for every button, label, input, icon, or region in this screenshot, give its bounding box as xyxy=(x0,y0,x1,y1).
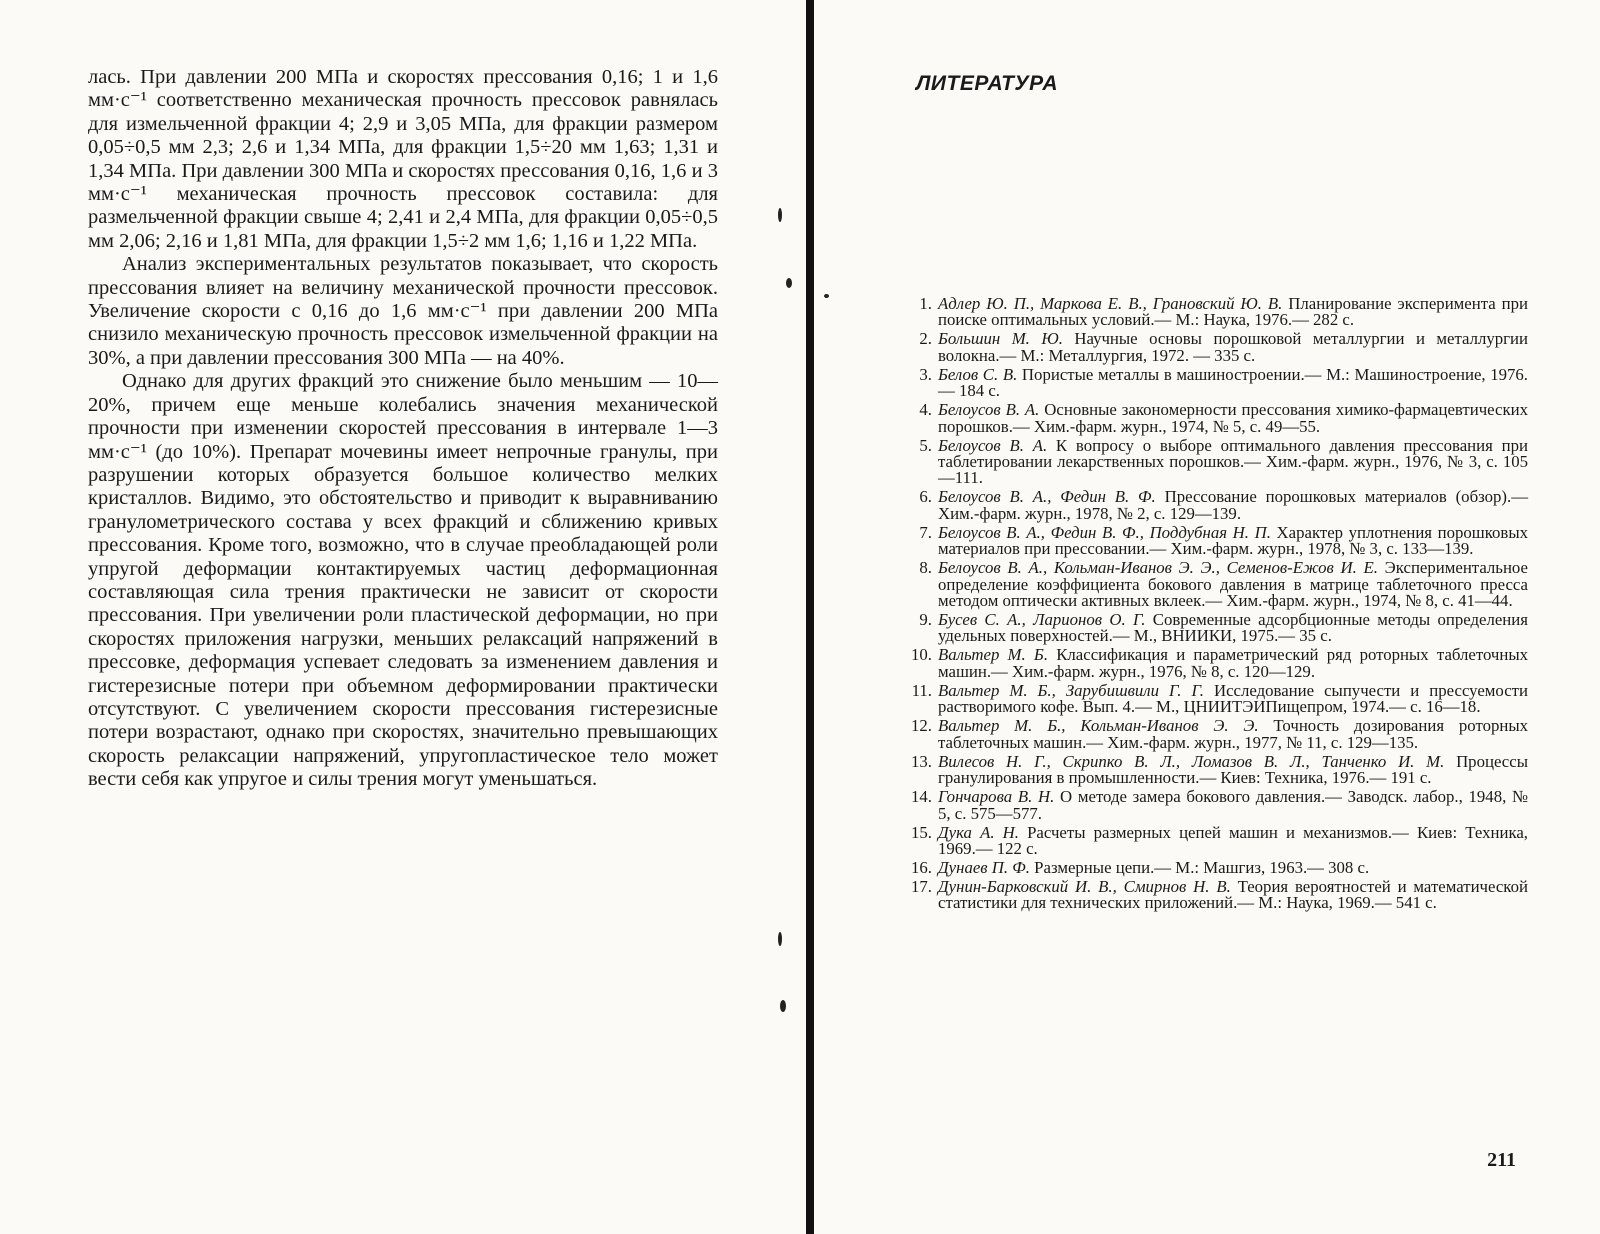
scan-speck xyxy=(778,932,782,946)
reference-text: Расчеты размерных цепей машин и механизмов.— Киев: Техника, 1969.— 122 с. xyxy=(938,822,1529,858)
reference-item xyxy=(888,402,1528,435)
reference-text: О методе замера бокового давления.— Заводск. лабор., 1948, № 5, с. 575—577. xyxy=(938,787,1529,823)
reference-item xyxy=(888,560,1528,609)
reference-item xyxy=(888,331,1528,364)
reference-list xyxy=(888,296,1528,914)
reference-number: 10. xyxy=(911,645,932,665)
reference-number: 16. xyxy=(911,857,932,877)
reference-item xyxy=(888,718,1528,751)
reference-text: Прессование порошковых материалов (обзор).— Хим.-фарм. журн., 1978, № 2, с. 129—139. xyxy=(938,487,1528,523)
reference-text: Экспериментальное определение коэффициента бокового давления в матрице таблеточного пресса методом оптически активных вклеек.— Хим.-фарм. журн., 1974, № 8, с. 41—44. xyxy=(938,558,1528,611)
scan-speck xyxy=(824,294,829,298)
reference-text: Процессы гранулирования в промышленности.— Киев: Техника, 1976.— 191 с. xyxy=(938,751,1528,788)
reference-text: Размерные цепи.— М.: Машгиз, 1963.— 308 с. xyxy=(1029,857,1370,877)
reference-authors: Белоусов В. А., Федин В. Ф., Поддубная Н. П. xyxy=(938,522,1271,542)
reference-text: Планирование эксперимента при поиске оптимальных условий.— М.: Наука, 1976.— 282 с. xyxy=(938,294,1529,330)
reference-item xyxy=(888,522,1529,559)
reference-number: 2. xyxy=(919,329,932,349)
reference-item xyxy=(888,296,1528,329)
reference-authors: Бусев С. А., Ларионов О. Г. xyxy=(938,610,1146,630)
references-heading: ЛИТЕРАТУРА xyxy=(916,72,1058,95)
reference-number: 4. xyxy=(919,400,932,420)
reference-text: Точность дозирования роторных таблеточных машин.— Хим.-фарм. журн., 1977, № 11, с. 129—135. xyxy=(938,716,1529,752)
reference-authors: Дука А. Н. xyxy=(938,822,1019,842)
reference-number: 9. xyxy=(919,610,932,630)
reference-text: К вопросу о выборе оптимального давления прессования при таблетировании лекарственных порошков.— Хим.-фарм. журн., 1976, № 3, с. 105—111. xyxy=(938,435,1528,488)
reference-number: 12. xyxy=(911,716,932,736)
reference-number: 14. xyxy=(911,787,932,807)
reference-text: Теория вероятностей и математической статистики для технических приложений.— М.: Наука, 1969.— 541 с. xyxy=(938,876,1528,913)
page-number: 211 xyxy=(1487,1149,1516,1171)
scan-speck xyxy=(786,278,792,288)
reference-text: Пористые металлы в машиностроении.— М.: Машиностроение, 1976.— 184 с. xyxy=(938,364,1529,401)
reference-item xyxy=(888,364,1529,401)
reference-number: 8. xyxy=(919,558,932,578)
reference-number: 15. xyxy=(911,822,932,842)
right-page xyxy=(888,64,1528,1204)
reference-authors: Белоусов В. А., Федин В. Ф. xyxy=(938,487,1156,507)
scan-speck xyxy=(780,1000,786,1012)
book-spine xyxy=(806,0,814,1234)
reference-authors: Дунаев П. Ф. xyxy=(938,857,1030,877)
paragraph-2: Анализ экспериментальных результатов показывает, что скорость прессования влияет на величину механической прочности прессовок. Увеличение скорости с 0,16 до 1,6 мм·с⁻¹ при давлении 200 МПа снизило механическую прочность прессовок измельченной фракции на 30%, а при давлении прессования 300 МПа — на 40%. xyxy=(88,253,718,369)
reference-text: Классификация и параметрический ряд роторных таблеточных машин.— Хим.-фарм. журн., 1976, № 8, с. 120—129. xyxy=(938,645,1528,681)
reference-item xyxy=(888,751,1528,788)
reference-item xyxy=(888,647,1528,680)
reference-number: 11. xyxy=(911,680,932,700)
paragraph-1: лась. При давлении 200 МПа и скоростях прессования 0,16; 1 и 1,6 мм·с⁻¹ соответственно механическая прочность прессовок равнялась для измельченной фракции 4; 2,9 и 3,05 МПа, для фракции размером 0,05÷0,5 мм 2,3; 2,6 и 1,34 МПа, для фракции 1,5÷20 мм 1,63; 1,31 и 1,34 МПа. При давлении 300 МПа и скоростях прессования 0,16, 1,6 и 3 мм·с⁻¹ механическая прочность прессовок составила: для размельченной фракции свыше 4; 2,41 и 2,4 МПа, для фракции 0,05÷0,5 мм 2,06; 2,16 и 1,81 МПа, для фракции 1,5÷2 мм 1,6; 1,16 и 1,22 МПа. xyxy=(88,66,718,252)
reference-authors: Белоусов В. А. xyxy=(938,435,1048,455)
reference-item xyxy=(888,822,1529,858)
reference-authors: Дунин-Барковский И. В., Смирнов Н. В. xyxy=(938,876,1231,896)
left-page xyxy=(88,66,718,1206)
paragraph-3: Однако для других фракций это снижение было меньшим — 10—20%, причем еще меньше колебались значения механической прочности при изменении скоростей прессования в интервале 1—3 мм·с⁻¹ (до 10%). Препарат мочевины имеет непрочные гранулы, при разрушении которых образуется большое количество мелких кристаллов. Видимо, это обстоятельство и приводит к выравниванию гранулометрического состава у всех фракций и сближению кривых прессования. Кроме того, возможно, что в случае преобладающей роли упругой деформации контактируемых частиц деформационная составляющая сила трения практически не зависит от скорости прессования. При увеличении роли пластической деформации, но при скоростях приложения нагрузки, меньших релаксаций напряжений в прессовке, деформация успевает следовать за изменением давления и гистерезисные потери при объемном деформировании практически отсутствуют. С увеличением скорости прессования гистерезисные потери возрастают, однако при скоростях, значительно превышающих скорость релаксации напряжений, упругопластическое тело может вести себя как упругое и силы трения могут уменьшаться. xyxy=(88,370,718,791)
reference-number: 1. xyxy=(919,294,932,313)
reference-number: 7. xyxy=(919,522,932,542)
reference-text: Современные адсорбционные методы определения удельных поверхностей.— М., ВНИИКИ, 1975.— 35 с. xyxy=(938,610,1528,646)
reference-item xyxy=(888,435,1528,488)
reference-authors: Вальтер М. Б. xyxy=(938,645,1049,665)
reference-item xyxy=(888,489,1528,522)
reference-authors: Вальтер М. Б., Кольман-Иванов Э. Э. xyxy=(938,716,1259,736)
reference-item xyxy=(888,680,1528,717)
reference-number: 6. xyxy=(919,487,932,507)
reference-item xyxy=(888,857,1528,877)
reference-text: Научные основы порошковой металлургии и металлургии волокна.— М.: Металлургия, 1972. — 335 с. xyxy=(938,329,1528,365)
reference-authors: Гончарова В. Н. xyxy=(938,787,1055,807)
reference-number: 13. xyxy=(911,751,932,771)
scan-speck xyxy=(778,208,782,222)
reference-item xyxy=(888,876,1528,913)
reference-item xyxy=(888,789,1528,822)
reference-text: Характер уплотнения порошковых материалов при прессовании.— Хим.-фарм. журн., 1978, № 3, с. 133—139. xyxy=(938,522,1529,559)
reference-number: 17. xyxy=(911,876,932,896)
reference-text: Исследование сыпучести и прессуемости растворимого кофе. Вып. 4.— М., ЦНИИТЭИПищепром, 1974.— с. 16—18. xyxy=(938,680,1528,717)
reference-authors: Адлер Ю. П., Маркова Е. В., Грановский Ю. В. xyxy=(938,294,1283,313)
reference-text: Основные закономерности прессования химико-фармацевтических порошков.— Хим.-фарм. журн., 1974, № 5, с. 49—55. xyxy=(938,400,1528,436)
reference-number: 3. xyxy=(919,364,932,384)
reference-authors: Белов С. В. xyxy=(938,364,1018,384)
reference-number: 5. xyxy=(919,435,932,455)
reference-authors: Белоусов В. А., Кольман-Иванов Э. Э., Семенов-Ежов И. Е. xyxy=(938,558,1378,578)
reference-authors: Вилесов Н. Г., Скрипко В. Л., Ломазов В. Л., Танченко И. М. xyxy=(938,751,1445,771)
reference-item xyxy=(888,612,1528,645)
reference-authors: Вальтер М. Б., Зарубишвили Г. Г. xyxy=(938,680,1204,700)
reference-authors: Большин М. Ю. xyxy=(938,329,1063,349)
reference-authors: Белоусов В. А. xyxy=(938,400,1040,420)
